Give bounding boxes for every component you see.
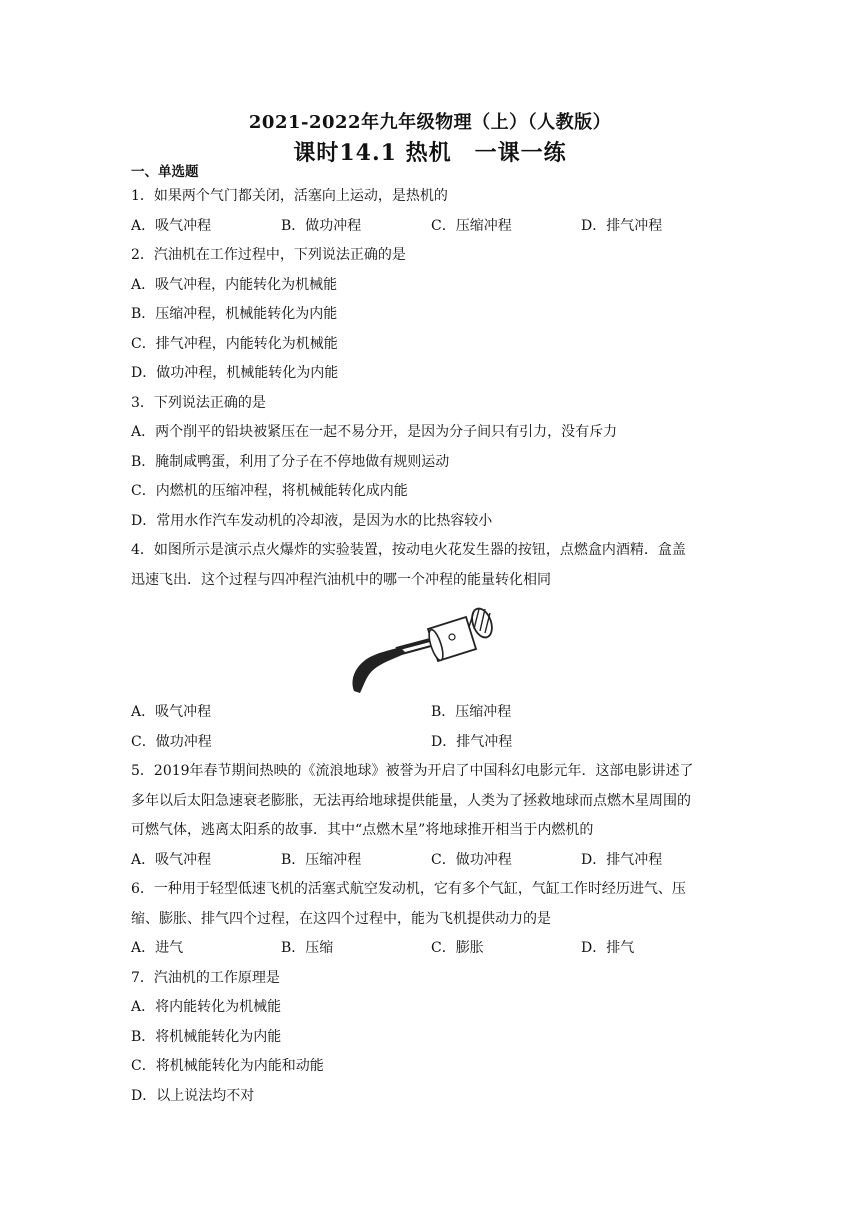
question-4-options-row2 [131, 728, 731, 758]
option-a: A．将内能转化为机械能 [131, 999, 282, 1015]
option-b: B．腌制咸鸭蛋，利用了分子在不停地做有规则运动 [131, 453, 450, 470]
option-b: B．压缩冲程 [281, 851, 362, 868]
option-d: D．常用水作汽车发动机的冷却液，是因为水的比热容较小 [131, 512, 493, 529]
option-b: B．将机械能转化为内能 [131, 1028, 282, 1045]
question-7-stem: 7．汽油机的工作原理是 [131, 969, 280, 986]
option-c: C．压缩冲程 [431, 217, 512, 234]
option-b: B．压缩冲程 [431, 704, 512, 720]
lesson-title: 课时14.1 热机 一课一练 [293, 140, 567, 166]
question-5-stem: 5．2019年春节期间热映的《流浪地球》被誉为开启了中国科幻电影元年．这部电影讲述了 [131, 763, 694, 779]
question-3-stem: 3．下列说法正确的是 [131, 394, 266, 411]
question-1-stem: 1．如果两个气门都关闭，活塞向上运动，是热机的 [131, 188, 448, 204]
ignition-device-icon [348, 597, 498, 697]
option-b: B．做功冲程 [281, 217, 362, 234]
question-4-options-row1 [131, 698, 731, 728]
option-b: B．压缩冲程，机械能转化为内能 [131, 306, 338, 322]
option-b: B．压缩 [281, 940, 334, 956]
option-d: D．排气 [581, 940, 635, 956]
section-heading: 一、单选题 [131, 164, 199, 180]
option-a: A．吸气冲程 [131, 851, 212, 868]
option-d: D．以上说法均不对 [131, 1087, 255, 1104]
question-6-stem-cont: 缩、膨胀、排气四个过程，在这四个过程中，能为飞机提供动力的是 [131, 910, 551, 927]
option-d: D．排气冲程 [431, 733, 513, 750]
option-a: A．吸气冲程，内能转化为机械能 [131, 276, 338, 293]
question-5-stem-cont: 多年以后太阳急速衰老膨胀，无法再给地球提供能量，人类为了拯救地球而点燃木星周围的 [131, 792, 691, 809]
question-5-stem-cont: 可燃气体，逃离太阳系的故事．其中“点燃木星”将地球推开相当于内燃机的 [131, 822, 594, 838]
question-4-figure [131, 595, 731, 698]
option-c: C．内燃机的压缩冲程，将机械能转化成内能 [131, 483, 408, 499]
option-d: D．排气冲程 [581, 217, 663, 234]
option-d: D．排气冲程 [581, 851, 663, 868]
question-1-options [131, 212, 731, 242]
question-6-stem: 6．一种用于轻型低速飞机的活塞式航空发动机，它有多个气缸，气缸工作时经历进气、压 [131, 881, 686, 897]
option-a: A．吸气冲程 [131, 217, 212, 234]
question-5-options [131, 846, 731, 876]
option-d: D．做功冲程，机械能转化为内能 [131, 365, 339, 381]
option-c: C．膨胀 [431, 940, 484, 956]
option-c: C．排气冲程，内能转化为机械能 [131, 335, 338, 352]
option-c: C．做功冲程 [131, 733, 212, 750]
question-2-stem: 2．汽油机在工作过程中，下列说法正确的是 [131, 247, 406, 263]
question-6-options [131, 934, 731, 964]
option-a: A．两个削平的铅块被紧压在一起不易分开，是因为分子间只有引力，没有斥力 [131, 424, 618, 440]
question-4-stem: 4．如图所示是演示点火爆炸的实验装置，按动电火花发生器的按钮，点燃盒内酒精．盒盖 [131, 542, 686, 558]
question-list [131, 162, 731, 1111]
option-c: C．将机械能转化为内能和动能 [131, 1058, 324, 1074]
option-c: C．做功冲程 [431, 851, 512, 868]
document-title: 2021-2022年九年级物理（上）（人教版） [248, 112, 612, 133]
question-4-stem-cont: 迅速飞出．这个过程与四冲程汽油机中的哪一个冲程的能量转化相同 [131, 571, 551, 588]
option-a: A．进气 [131, 940, 184, 956]
option-a: A．吸气冲程 [131, 704, 212, 720]
